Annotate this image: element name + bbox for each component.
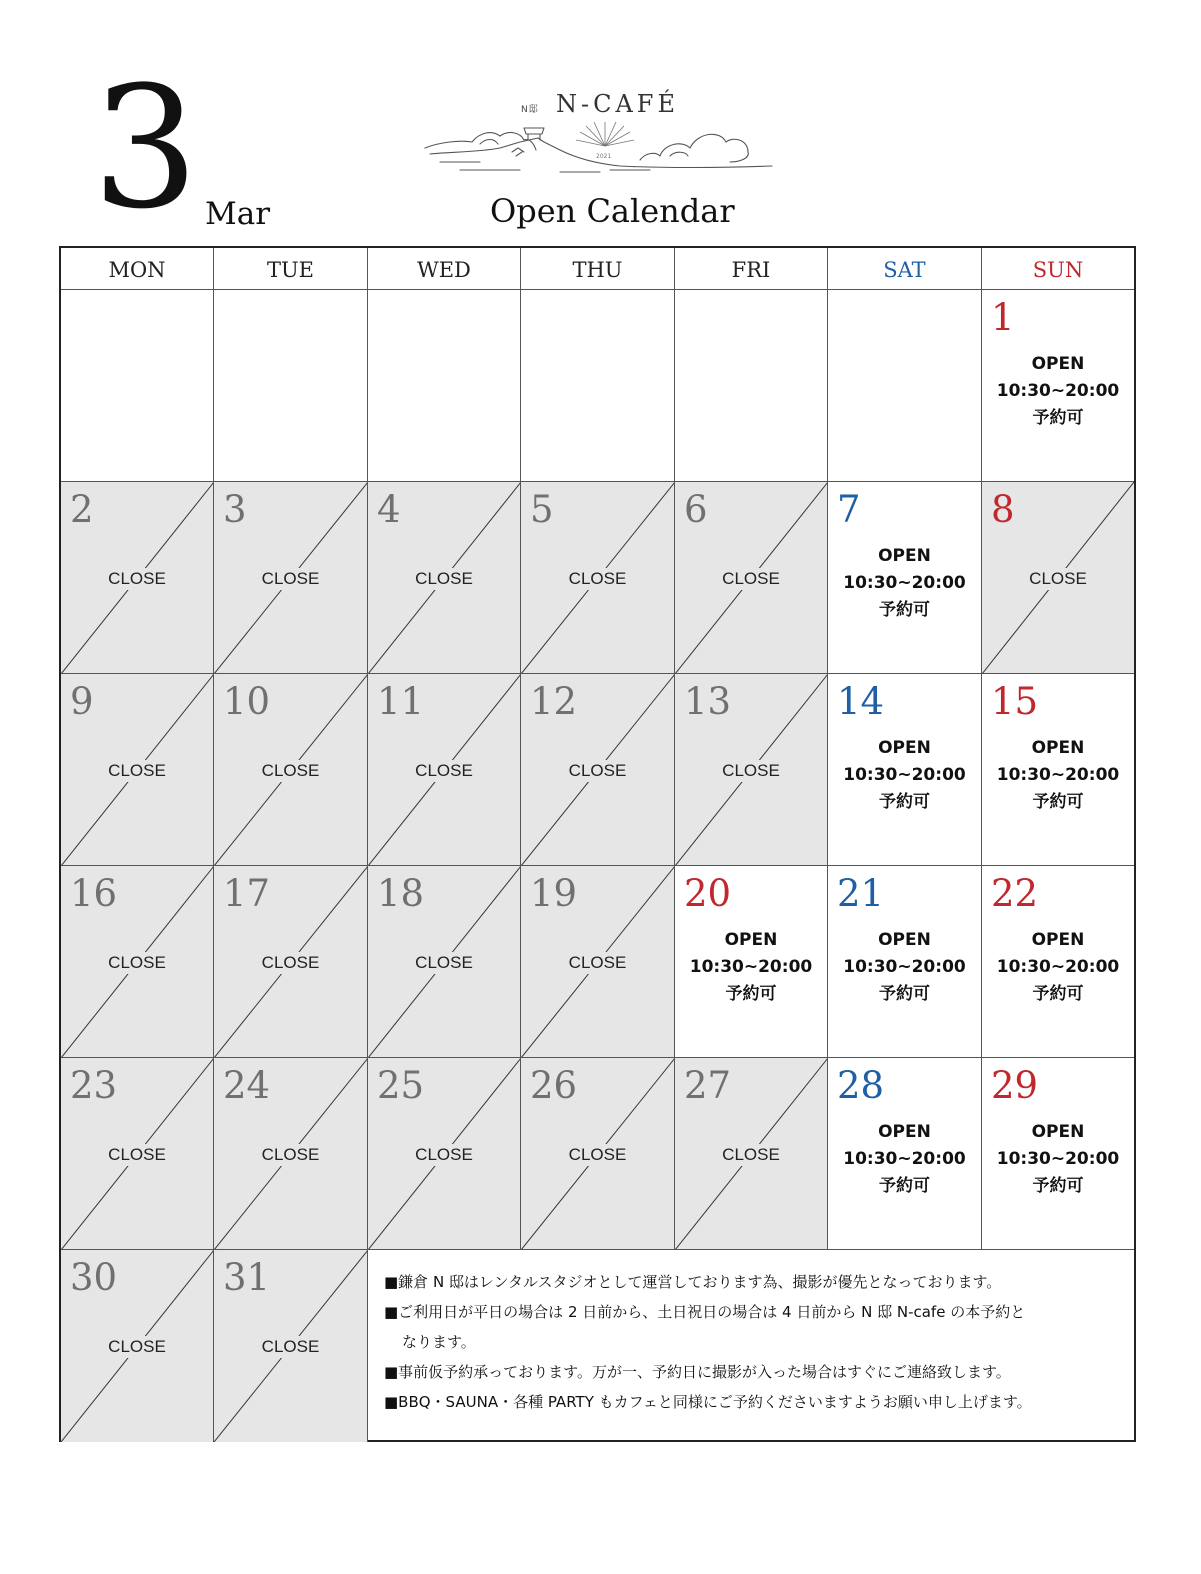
day-cell-13 (675, 674, 828, 866)
close-status-label: CLOSE (368, 1144, 520, 1166)
day-cell-9 (61, 674, 214, 866)
day-number: 21 (837, 872, 885, 915)
day-number: 5 (530, 488, 554, 531)
open-status-block (982, 1119, 1134, 1200)
open-hours: 10:30~20:00 (843, 957, 966, 977)
open-hours: 10:30~20:00 (689, 957, 813, 977)
close-status-label: CLOSE (368, 568, 520, 590)
day-cell-12 (521, 674, 675, 866)
reservation-label: 予約可 (879, 1176, 930, 1196)
notes-panel (368, 1251, 1135, 1442)
day-cell-1 (982, 290, 1134, 482)
open-hours: 10:30~20:00 (996, 765, 1120, 785)
day-cell-14 (828, 674, 982, 866)
open-hours: 10:30~20:00 (996, 1149, 1120, 1169)
day-number: 4 (377, 488, 401, 531)
weekday-header-sun: SUN (982, 248, 1134, 290)
open-status-block (982, 927, 1134, 1008)
note-line: ■ご利用日が平日の場合は 2 日前から、土日祝日の場合は 4 日前から N 邸 N-cafe の本予約と (384, 1303, 1026, 1321)
close-status-label: CLOSE (214, 952, 367, 974)
open-hours: 10:30~20:00 (843, 1149, 966, 1169)
note-line: ■BBQ・SAUNA・各種 PARTY もカフェと同様にご予約くださいますようお願い申し上げます。 (384, 1393, 1032, 1411)
close-status-label: CLOSE (368, 952, 520, 974)
open-status-block (982, 735, 1134, 816)
open-status-label: OPEN (878, 546, 931, 566)
weekday-header-thu: THU (521, 248, 675, 290)
day-cell-31 (214, 1250, 368, 1442)
day-number: 7 (837, 488, 861, 531)
weekday-header-mon: MON (61, 248, 214, 290)
day-number: 13 (684, 680, 732, 723)
day-cell-30 (61, 1250, 214, 1442)
day-cell-19 (521, 866, 675, 1058)
empty-day-cell (214, 290, 368, 482)
day-number: 24 (223, 1064, 271, 1107)
close-status-label: CLOSE (521, 952, 674, 974)
logo-name: N-CAFÉ (556, 90, 679, 118)
day-cell-2 (61, 482, 214, 674)
day-cell-20 (675, 866, 828, 1058)
day-cell-17 (214, 866, 368, 1058)
day-number: 27 (684, 1064, 732, 1107)
reservation-label: 予約可 (725, 984, 777, 1004)
open-status-label: OPEN (878, 738, 931, 758)
day-number: 10 (223, 680, 271, 723)
day-number: 28 (837, 1064, 885, 1107)
close-status-label: CLOSE (61, 760, 213, 782)
close-status-label: CLOSE (61, 952, 213, 974)
open-status-block (828, 543, 981, 624)
close-status-label: CLOSE (214, 760, 367, 782)
day-cell-4 (368, 482, 521, 674)
reservation-label: 予約可 (1032, 1176, 1084, 1196)
calendar-title: Open Calendar (490, 192, 735, 230)
day-cell-5 (521, 482, 675, 674)
day-number: 2 (70, 488, 94, 531)
open-status-label: OPEN (1031, 930, 1085, 950)
day-number: 25 (377, 1064, 425, 1107)
weekday-header-sat: SAT (828, 248, 982, 290)
month-abbreviation: Mar (205, 196, 271, 232)
open-status-block (982, 351, 1134, 432)
day-number: 22 (991, 872, 1039, 915)
day-number: 12 (530, 680, 578, 723)
weekday-header-tue: TUE (214, 248, 368, 290)
n-cafe-logo (420, 88, 780, 188)
day-number: 3 (223, 488, 247, 531)
open-hours: 10:30~20:00 (996, 381, 1120, 401)
day-cell-18 (368, 866, 521, 1058)
landscape-illustration-icon (420, 122, 780, 182)
note-line: なります。 (402, 1333, 476, 1351)
empty-day-cell (61, 290, 214, 482)
day-number: 15 (991, 680, 1039, 723)
day-cell-16 (61, 866, 214, 1058)
day-cell-10 (214, 674, 368, 866)
day-cell-7 (828, 482, 982, 674)
close-status-label: CLOSE (521, 1144, 674, 1166)
day-number: 16 (70, 872, 118, 915)
day-number: 17 (223, 872, 271, 915)
month-number: 3 (92, 50, 199, 246)
close-status-label: CLOSE (214, 568, 367, 590)
day-cell-15 (982, 674, 1134, 866)
close-status-label: CLOSE (214, 1336, 367, 1358)
open-status-label: OPEN (1031, 1122, 1085, 1142)
close-status-label: CLOSE (675, 760, 827, 782)
day-number: 31 (223, 1256, 271, 1299)
weekday-header-fri: FRI (675, 248, 828, 290)
open-hours: 10:30~20:00 (843, 765, 966, 785)
close-status-label: CLOSE (675, 568, 827, 590)
empty-day-cell (521, 290, 675, 482)
day-number: 11 (377, 680, 425, 723)
close-status-label: CLOSE (521, 568, 674, 590)
day-cell-27 (675, 1058, 828, 1250)
open-status-block (828, 1119, 981, 1200)
close-status-label: CLOSE (521, 760, 674, 782)
day-cell-6 (675, 482, 828, 674)
empty-day-cell (828, 290, 982, 482)
day-cell-26 (521, 1058, 675, 1250)
open-status-label: OPEN (1031, 738, 1085, 758)
day-number: 9 (70, 680, 94, 723)
day-number: 20 (684, 872, 732, 915)
day-number: 19 (530, 872, 578, 915)
day-cell-21 (828, 866, 982, 1058)
note-line: ■鎌倉 N 邸はレンタルスタジオとして運営しております為、撮影が優先となっております。 (384, 1273, 1002, 1291)
reservation-label: 予約可 (879, 792, 930, 812)
open-status-label: OPEN (878, 930, 931, 950)
reservation-label: 予約可 (1032, 792, 1084, 812)
open-status-label: OPEN (724, 930, 778, 950)
reservation-label: 予約可 (1032, 408, 1084, 428)
day-number: 1 (991, 296, 1015, 339)
open-status-label: OPEN (1031, 354, 1085, 374)
day-number: 6 (684, 488, 708, 531)
day-cell-23 (61, 1058, 214, 1250)
day-cell-8 (982, 482, 1134, 674)
open-hours: 10:30~20:00 (843, 573, 966, 593)
reservation-label: 予約可 (879, 600, 930, 620)
day-number: 8 (991, 488, 1015, 531)
day-cell-25 (368, 1058, 521, 1250)
open-status-block (828, 927, 981, 1008)
day-cell-11 (368, 674, 521, 866)
calendar-grid (59, 246, 1136, 1442)
close-status-label: CLOSE (61, 1336, 213, 1358)
day-number: 14 (837, 680, 885, 723)
close-status-label: CLOSE (982, 568, 1134, 590)
close-status-label: CLOSE (61, 568, 213, 590)
weekday-header-wed: WED (368, 248, 521, 290)
day-number: 23 (70, 1064, 118, 1107)
open-status-block (828, 735, 981, 816)
open-status-block (675, 927, 827, 1008)
day-number: 30 (70, 1256, 118, 1299)
reservation-label: 予約可 (879, 984, 930, 1004)
logo-prefix: N邸 (521, 105, 539, 115)
day-cell-28 (828, 1058, 982, 1250)
close-status-label: CLOSE (214, 1144, 367, 1166)
reservation-label: 予約可 (1032, 984, 1084, 1004)
day-number: 18 (377, 872, 425, 915)
empty-day-cell (368, 290, 521, 482)
close-status-label: CLOSE (61, 1144, 213, 1166)
logo-year: 2021 (596, 153, 612, 160)
empty-day-cell (675, 290, 828, 482)
close-status-label: CLOSE (675, 1144, 827, 1166)
close-status-label: CLOSE (368, 760, 520, 782)
day-cell-22 (982, 866, 1134, 1058)
day-cell-3 (214, 482, 368, 674)
day-number: 29 (991, 1064, 1039, 1107)
day-cell-29 (982, 1058, 1134, 1250)
day-number: 26 (530, 1064, 578, 1107)
note-line: ■事前仮予約承っております。万が一、予約日に撮影が入った場合はすぐにご連絡致します。 (384, 1363, 1011, 1381)
open-status-label: OPEN (878, 1122, 931, 1142)
day-cell-24 (214, 1058, 368, 1250)
open-hours: 10:30~20:00 (996, 957, 1120, 977)
